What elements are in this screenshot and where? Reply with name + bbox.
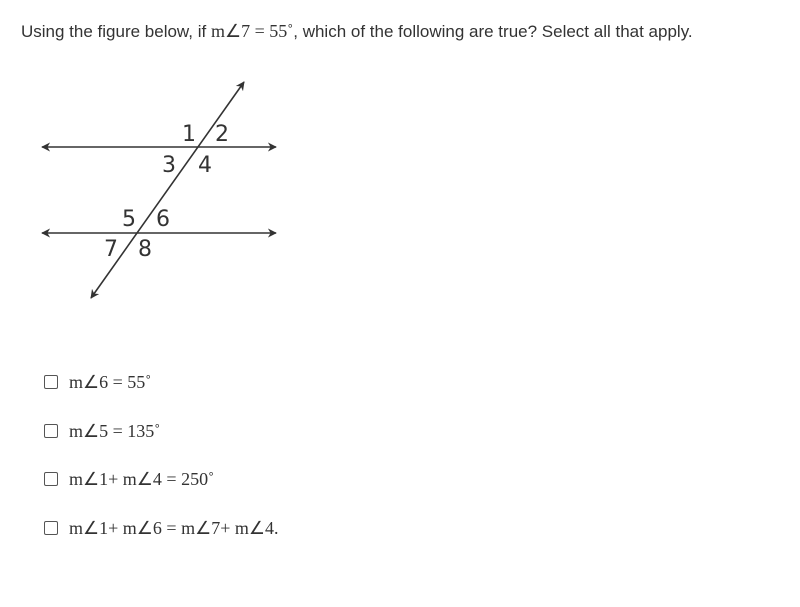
question-prefix: Using the figure below, if	[21, 22, 211, 41]
angle-label-3: 3	[162, 153, 176, 178]
angle-label-8: 8	[138, 237, 152, 262]
transversal-line	[91, 82, 244, 298]
angle-label-2: 2	[215, 122, 229, 147]
angle-label-6: 6	[156, 207, 170, 232]
choice-4[interactable]	[44, 516, 279, 540]
choice-1-text: m∠6 = 55˚	[69, 371, 152, 392]
choice-4-checkbox[interactable]	[44, 521, 58, 535]
angle-label-4: 4	[198, 153, 212, 178]
choice-3[interactable]	[44, 467, 214, 491]
question-suffix: , which of the following are true? Select all that apply.	[293, 22, 693, 41]
choice-1[interactable]	[44, 370, 151, 394]
choice-2[interactable]	[44, 419, 160, 443]
choice-1-checkbox[interactable]	[44, 375, 58, 389]
angle-label-1: 1	[182, 122, 196, 147]
choice-4-text: m∠1+ m∠6 = m∠7+ m∠4.	[69, 517, 279, 538]
angle-label-5: 5	[122, 207, 136, 232]
angle-label-7: 7	[104, 237, 118, 262]
question-math: m∠7 = 55˚	[210, 21, 294, 41]
choice-2-checkbox[interactable]	[44, 424, 58, 438]
choice-3-checkbox[interactable]	[44, 472, 58, 486]
choice-2-text: m∠5 = 135˚	[69, 420, 161, 441]
choice-3-text: m∠1+ m∠4 = 250˚	[69, 468, 215, 489]
